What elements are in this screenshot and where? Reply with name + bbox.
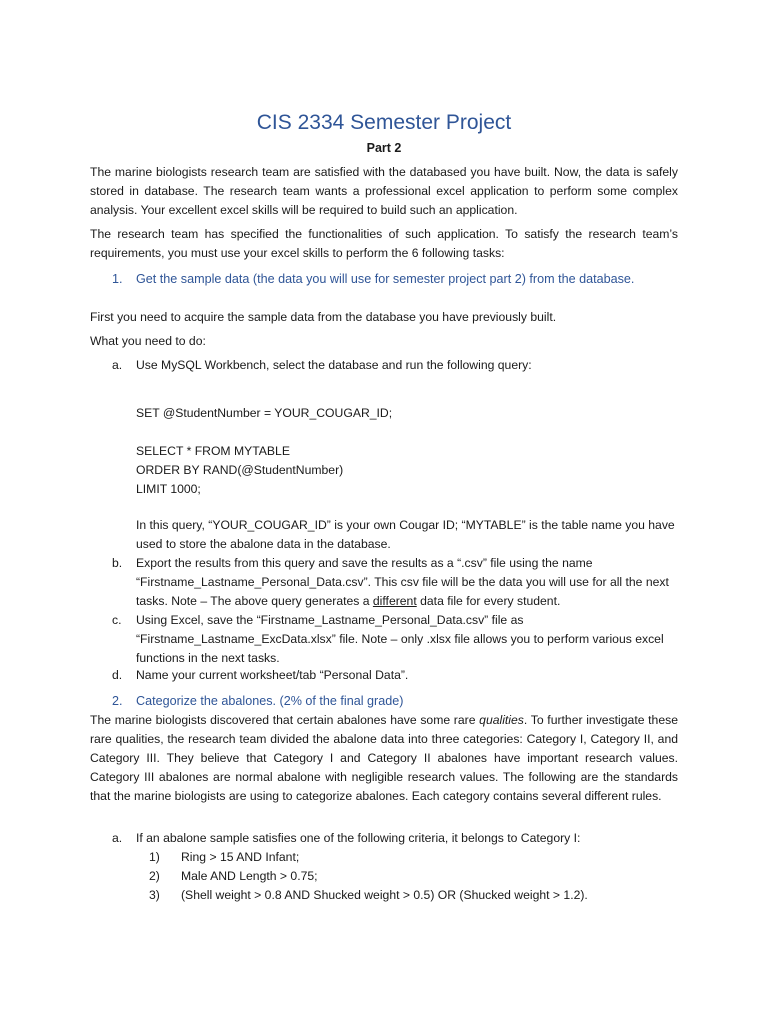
list-item-text: Using Excel, save the “Firstname_Lastname_Personal_Data.csv” file as “Firstname_Lastname_ExcData.xlsx” file. Note – only .xlsx file allows you to perform various excel functions in the next tasks. bbox=[136, 613, 664, 665]
list-item-text: Name your current worksheet/tab “Personal Data”. bbox=[136, 668, 409, 682]
list-marker: a. bbox=[112, 831, 123, 845]
document-subtitle: Part 2 bbox=[366, 141, 402, 155]
criterion-1 bbox=[149, 848, 669, 867]
list-item-text: If an abalone sample satisfies one of the following criteria, it belongs to Category I: bbox=[136, 831, 581, 845]
query-line-2: SELECT * FROM MYTABLE bbox=[136, 444, 290, 458]
list-item-text bbox=[112, 554, 678, 611]
criterion-text: (Shell weight > 0.8 AND Shucked weight > 0.5) OR (Shucked weight > 1.2). bbox=[181, 888, 588, 902]
task2-number: 2. bbox=[112, 694, 123, 708]
criterion-3 bbox=[149, 886, 669, 905]
task2-paragraph bbox=[90, 711, 678, 806]
list-marker: a. bbox=[112, 358, 123, 372]
task1-number: 1. bbox=[112, 272, 123, 286]
item-b-text-end: data file for every student. bbox=[416, 594, 561, 608]
task1-heading bbox=[112, 269, 678, 289]
task1-heading-text: Get the sample data (the data you will use for semester project part 2) from the database. bbox=[136, 272, 635, 286]
criterion-marker: 3) bbox=[149, 888, 160, 902]
underlined-word: different bbox=[372, 594, 417, 608]
task1-item-b bbox=[112, 554, 678, 611]
intro-paragraph-2: The research team has specified the functionalities of such application. To satisfy the research team’s requirements, you must use your excel skills to perform the 6 following tasks: bbox=[90, 227, 678, 260]
criterion-text: Male AND Length > 0.75; bbox=[181, 869, 318, 883]
query-line-1: SET @StudentNumber = YOUR_COUGAR_ID; bbox=[136, 406, 393, 420]
list-marker: b. bbox=[112, 556, 123, 570]
task1-item-a bbox=[112, 356, 678, 375]
query-line-4: LIMIT 1000; bbox=[136, 482, 201, 496]
task2-heading-text: Categorize the abalones. (2% of the final grade) bbox=[136, 694, 404, 708]
list-marker: d. bbox=[112, 668, 123, 682]
criterion-2 bbox=[149, 867, 669, 886]
task1-paragraph-2: What you need to do: bbox=[90, 334, 206, 348]
query-line-3: ORDER BY RAND(@StudentNumber) bbox=[136, 463, 344, 477]
document-title: CIS 2334 Semester Project bbox=[256, 111, 512, 134]
list-marker: c. bbox=[112, 613, 122, 627]
intro-paragraph-1: The marine biologists research team are satisfied with the databased you have built. Now, the data is safely stored in database. The research team wants a professional excel application to perform some complex analysis. Your excellent excel skills will be required to build such an application. bbox=[90, 165, 678, 217]
task1-item-c bbox=[112, 611, 678, 668]
criterion-marker: 1) bbox=[149, 850, 160, 864]
criterion-marker: 2) bbox=[149, 869, 160, 883]
task2-heading bbox=[112, 691, 678, 711]
task2-paragraph-start: The marine biologists discovered that certain abalones have some rare bbox=[90, 713, 480, 727]
list-item-text: Use MySQL Workbench, select the database and run the following query: bbox=[136, 358, 532, 372]
task2-paragraph-end: . To further investigate these rare qualities, the research team divided the abalone data into three categories: Category I, Category II, and Category III. They believe that Category I and Category II abalones have important research values. Category III abalones are normal abalone with negligible research values. The following are the standards that the marine biologists are using to categorize abalones. Each category contains several different rules. bbox=[90, 713, 678, 803]
task1-item-d bbox=[112, 666, 678, 685]
task2-item-a bbox=[112, 829, 678, 848]
italic-word: qualities bbox=[479, 713, 524, 727]
item-b-text-start: Export the results from this query and save the results as a “.csv” file using the name “Firstname_Lastname_Personal_Data.csv”. This csv file will be the data you will use for all the next tasks. Note – The above query generates a bbox=[136, 556, 669, 608]
task1-paragraph-1: First you need to acquire the sample data from the database you have previously built. bbox=[90, 310, 557, 324]
query-note: In this query, “YOUR_COUGAR_ID” is your own Cougar ID; “MYTABLE” is the table name you have used to store the abalone data in the database. bbox=[136, 518, 675, 551]
criterion-text: Ring > 15 AND Infant; bbox=[181, 850, 300, 864]
